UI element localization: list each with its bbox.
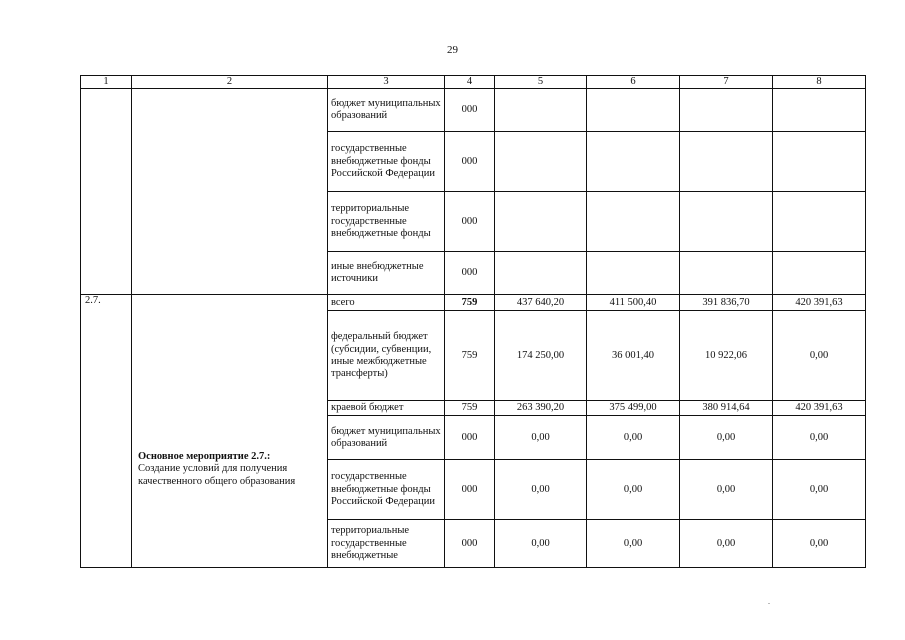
code-cell: 000: [445, 460, 495, 520]
value-cell: [680, 132, 773, 192]
value-cell: 0,00: [773, 416, 866, 460]
code-cell: 000: [445, 89, 495, 132]
source-cell: государственные внебюджетные фонды Российской Федерации: [328, 132, 445, 192]
code-cell: 000: [445, 192, 495, 252]
value-cell: 0,00: [773, 311, 866, 401]
value-cell: [495, 89, 587, 132]
code-cell: 000: [445, 252, 495, 295]
value-cell: [495, 252, 587, 295]
value-cell: 0,00: [680, 520, 773, 568]
header-cell: 7: [680, 76, 773, 89]
header-row: [81, 76, 866, 89]
header-cell: 4: [445, 76, 495, 89]
activity-description: Создание условий для получения качественного общего образования: [138, 463, 296, 487]
value-cell: [587, 252, 680, 295]
value-cell: [773, 132, 866, 192]
value-cell: 437 640,20: [495, 295, 587, 311]
source-cell: территориальные государственные внебюджетные: [328, 520, 445, 568]
value-cell: 0,00: [680, 460, 773, 520]
value-cell: 0,00: [587, 416, 680, 460]
header-cell: 2: [132, 76, 328, 89]
value-cell: 174 250,00: [495, 311, 587, 401]
code-cell: 759: [445, 295, 495, 311]
value-cell: 420 391,63: [773, 401, 866, 416]
value-cell: 0,00: [495, 520, 587, 568]
header-cell: 3: [328, 76, 445, 89]
source-cell: территориальные государственные внебюджетные фонды: [328, 192, 445, 252]
source-cell: краевой бюджет: [328, 401, 445, 416]
table-row: [81, 89, 866, 132]
value-cell: 411 500,40: [587, 295, 680, 311]
code-cell: 759: [445, 311, 495, 401]
value-cell: [587, 132, 680, 192]
value-cell: [587, 192, 680, 252]
source-cell: федеральный бюджет (субсидии, субвенции, иные межбюджетные трансферты): [328, 311, 445, 401]
value-cell: [773, 89, 866, 132]
value-cell: [680, 89, 773, 132]
value-cell: 0,00: [587, 520, 680, 568]
value-cell: 0,00: [587, 460, 680, 520]
value-cell: 10 922,06: [680, 311, 773, 401]
header-cell: 6: [587, 76, 680, 89]
value-cell: 0,00: [495, 460, 587, 520]
code-cell: 759: [445, 401, 495, 416]
source-cell: бюджет муниципальных образований: [328, 89, 445, 132]
page-number: 29: [447, 44, 458, 56]
value-cell: 380 914,64: [680, 401, 773, 416]
value-cell: 375 499,00: [587, 401, 680, 416]
source-cell: государственные внебюджетные фонды Российской Федерации: [328, 460, 445, 520]
value-cell: [495, 192, 587, 252]
value-cell: 420 391,63: [773, 295, 866, 311]
source-cell: иные внебюджетные источники: [328, 252, 445, 295]
value-cell: [680, 252, 773, 295]
value-cell: [587, 89, 680, 132]
value-cell: [773, 252, 866, 295]
value-cell: 0,00: [773, 460, 866, 520]
value-cell: 36 001,40: [587, 311, 680, 401]
funding-table: [80, 75, 866, 568]
source-cell: всего: [328, 295, 445, 311]
header-cell: 1: [81, 76, 132, 89]
activity-number: 2.7.: [81, 295, 132, 568]
value-cell: [773, 192, 866, 252]
table-row: [81, 295, 866, 311]
header-cell: 8: [773, 76, 866, 89]
empty-number-cell: [81, 89, 132, 295]
value-cell: 263 390,20: [495, 401, 587, 416]
code-cell: 000: [445, 416, 495, 460]
value-cell: 391 836,70: [680, 295, 773, 311]
scan-speck: [768, 603, 770, 604]
source-cell: бюджет муниципальных образований: [328, 416, 445, 460]
code-cell: 000: [445, 132, 495, 192]
activity-title-cell: [132, 295, 328, 568]
code-cell: 000: [445, 520, 495, 568]
empty-title-cell: [132, 89, 328, 295]
value-cell: 0,00: [495, 416, 587, 460]
header-cell: 5: [495, 76, 587, 89]
value-cell: [495, 132, 587, 192]
value-cell: 0,00: [773, 520, 866, 568]
value-cell: [680, 192, 773, 252]
value-cell: 0,00: [680, 416, 773, 460]
activity-title: Основное мероприятие 2.7.:: [138, 450, 271, 462]
